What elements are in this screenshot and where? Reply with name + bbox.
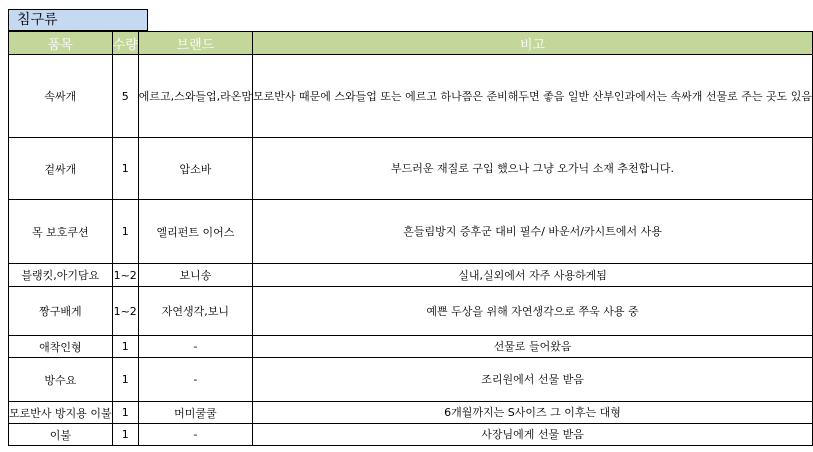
item-cell: 겉싸개 xyxy=(9,138,113,200)
brand-cell: 머미쿨쿨 xyxy=(138,402,252,424)
header-item: 품목 xyxy=(9,32,113,55)
qty-cell: 1~2 xyxy=(112,287,138,336)
note-cell: 실내,실외에서 자주 사용하게됨 xyxy=(253,264,813,287)
note-cell: 흔들림방지 증후군 대비 필수/ 바운서/카시트에서 사용 xyxy=(253,200,813,264)
brand-cell: - xyxy=(138,358,252,402)
note-cell: 선물로 들어왔음 xyxy=(253,336,813,358)
header-note: 비고 xyxy=(253,32,813,55)
item-cell: 애착인형 xyxy=(9,336,113,358)
table-row xyxy=(9,402,813,424)
table-row xyxy=(9,200,813,264)
table-row xyxy=(9,424,813,446)
qty-cell: 1 xyxy=(112,402,138,424)
note-cell: 부드러운 재질로 구입 했으나 그냥 오가닉 소재 추천합니다. xyxy=(253,138,813,200)
table-row xyxy=(9,358,813,402)
table-row xyxy=(9,287,813,336)
note-cell: 모로반사 때문에 스와들업 또는 에르고 하나쯤은 준비해두면 좋음 일반 산부인과에서는 속싸개 선물로 주는 곳도 있음 xyxy=(253,55,813,138)
header-row xyxy=(9,32,813,55)
table-row xyxy=(9,264,813,287)
qty-cell: 1 xyxy=(112,336,138,358)
brand-cell: 자연생각,보니 xyxy=(138,287,252,336)
note-cell: 조리원에서 선물 받음 xyxy=(253,358,813,402)
brand-cell: 엘리펀트 이어스 xyxy=(138,200,252,264)
qty-cell: 5 xyxy=(112,55,138,138)
brand-cell: 압소바 xyxy=(138,138,252,200)
item-cell: 목 보호쿠션 xyxy=(9,200,113,264)
qty-cell: 1 xyxy=(112,424,138,446)
brand-cell: - xyxy=(138,424,252,446)
sheet-title: 침구류 xyxy=(8,9,148,31)
item-cell: 방수요 xyxy=(9,358,113,402)
qty-cell: 1 xyxy=(112,138,138,200)
note-cell: 예쁜 두상을 위해 자연생각으로 쭈욱 사용 중 xyxy=(253,287,813,336)
brand-cell: 에르고,스와들업,라온맘 xyxy=(138,55,252,138)
note-cell: 6개월까지는 S사이즈 그 이후는 대형 xyxy=(253,402,813,424)
brand-cell: - xyxy=(138,336,252,358)
item-cell: 짱구배게 xyxy=(9,287,113,336)
qty-cell: 1 xyxy=(112,200,138,264)
item-cell: 속싸개 xyxy=(9,55,113,138)
brand-cell: 보니송 xyxy=(138,264,252,287)
qty-cell: 1 xyxy=(112,358,138,402)
bedding-table xyxy=(8,31,813,446)
qty-cell: 1~2 xyxy=(112,264,138,287)
item-cell: 이불 xyxy=(9,424,113,446)
note-cell: 사장님에게 선물 받음 xyxy=(253,424,813,446)
header-brand: 브랜드 xyxy=(138,32,252,55)
header-qty: 수량 xyxy=(112,32,138,55)
table-row xyxy=(9,138,813,200)
item-cell: 모로반사 방지용 이불 xyxy=(9,402,113,424)
table-row xyxy=(9,55,813,138)
item-cell: 블랭킷,아기담요 xyxy=(9,264,113,287)
table-row xyxy=(9,336,813,358)
